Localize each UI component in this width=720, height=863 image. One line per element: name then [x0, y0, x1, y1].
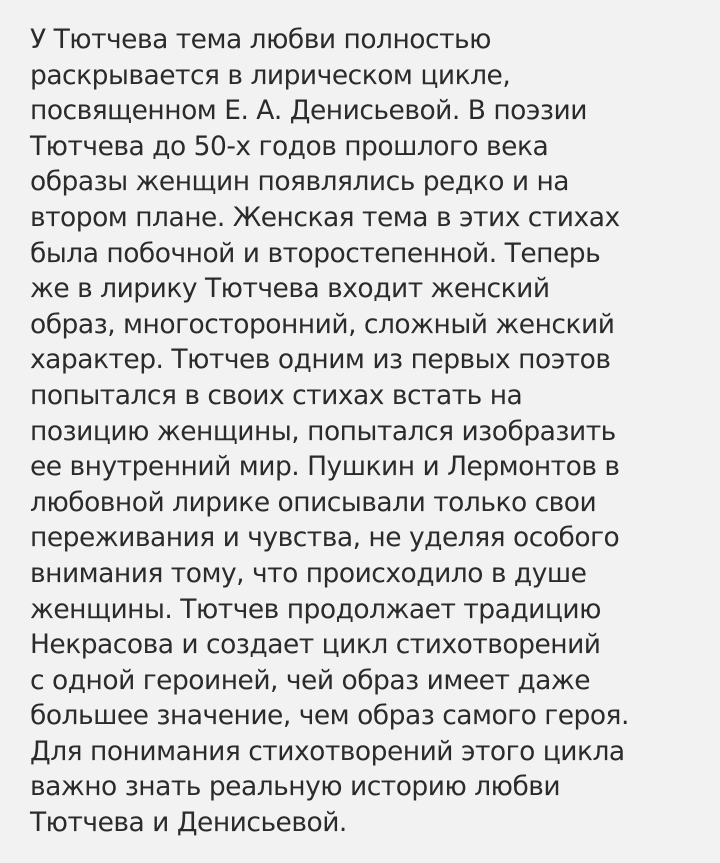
- text-line: втором плане. Женская тема в этих стихах: [30, 201, 620, 233]
- text-line: большее значение, чем образ самого героя.: [30, 700, 629, 732]
- text-line: важно знать реальную историю любви: [30, 771, 561, 803]
- text-line: раскрывается в лирическом цикле,: [30, 59, 511, 91]
- text-line: У Тютчева тема любви полностью: [30, 24, 491, 55]
- text-line: Тютчева и Денисьевой.: [30, 807, 347, 839]
- text-line: образ, многосторонний, сложный женский: [30, 308, 615, 340]
- text-line: была побочной и второстепенной. Теперь: [30, 237, 601, 269]
- text-line: попытался в своих стихах встать на: [30, 379, 523, 411]
- text-line: образы женщин появлялись редко и на: [30, 166, 570, 198]
- text-line: внимания тому, что происходило в душе: [30, 557, 587, 589]
- text-line: позицию женщины, попытался изобразить: [30, 415, 616, 447]
- text-line: переживания и чувства, не уделяя особого: [30, 522, 620, 554]
- text-line: Некрасова и создает цикл стихотворений: [30, 629, 601, 661]
- text-line: Тютчева до 50-х годов прошлого века: [30, 130, 549, 162]
- text-line: характер. Тютчев одним из первых поэтов: [30, 344, 611, 376]
- text-paragraph: [30, 22, 710, 841]
- text-line: любовной лирике описывали только свои: [30, 486, 597, 518]
- text-line: посвященном Е. А. Денисьевой. В поэзии: [30, 95, 587, 127]
- text-line: с одной героиней, чей образ имеет даже: [30, 664, 591, 696]
- text-line: же в лирику Тютчева входит женский: [30, 273, 550, 305]
- text-line: женщины. Тютчев продолжает традицию: [30, 593, 601, 625]
- text-line: ее внутренний мир. Пушкин и Лермонтов в: [30, 451, 620, 483]
- text-line: Для понимания стихотворений этого цикла: [30, 735, 625, 767]
